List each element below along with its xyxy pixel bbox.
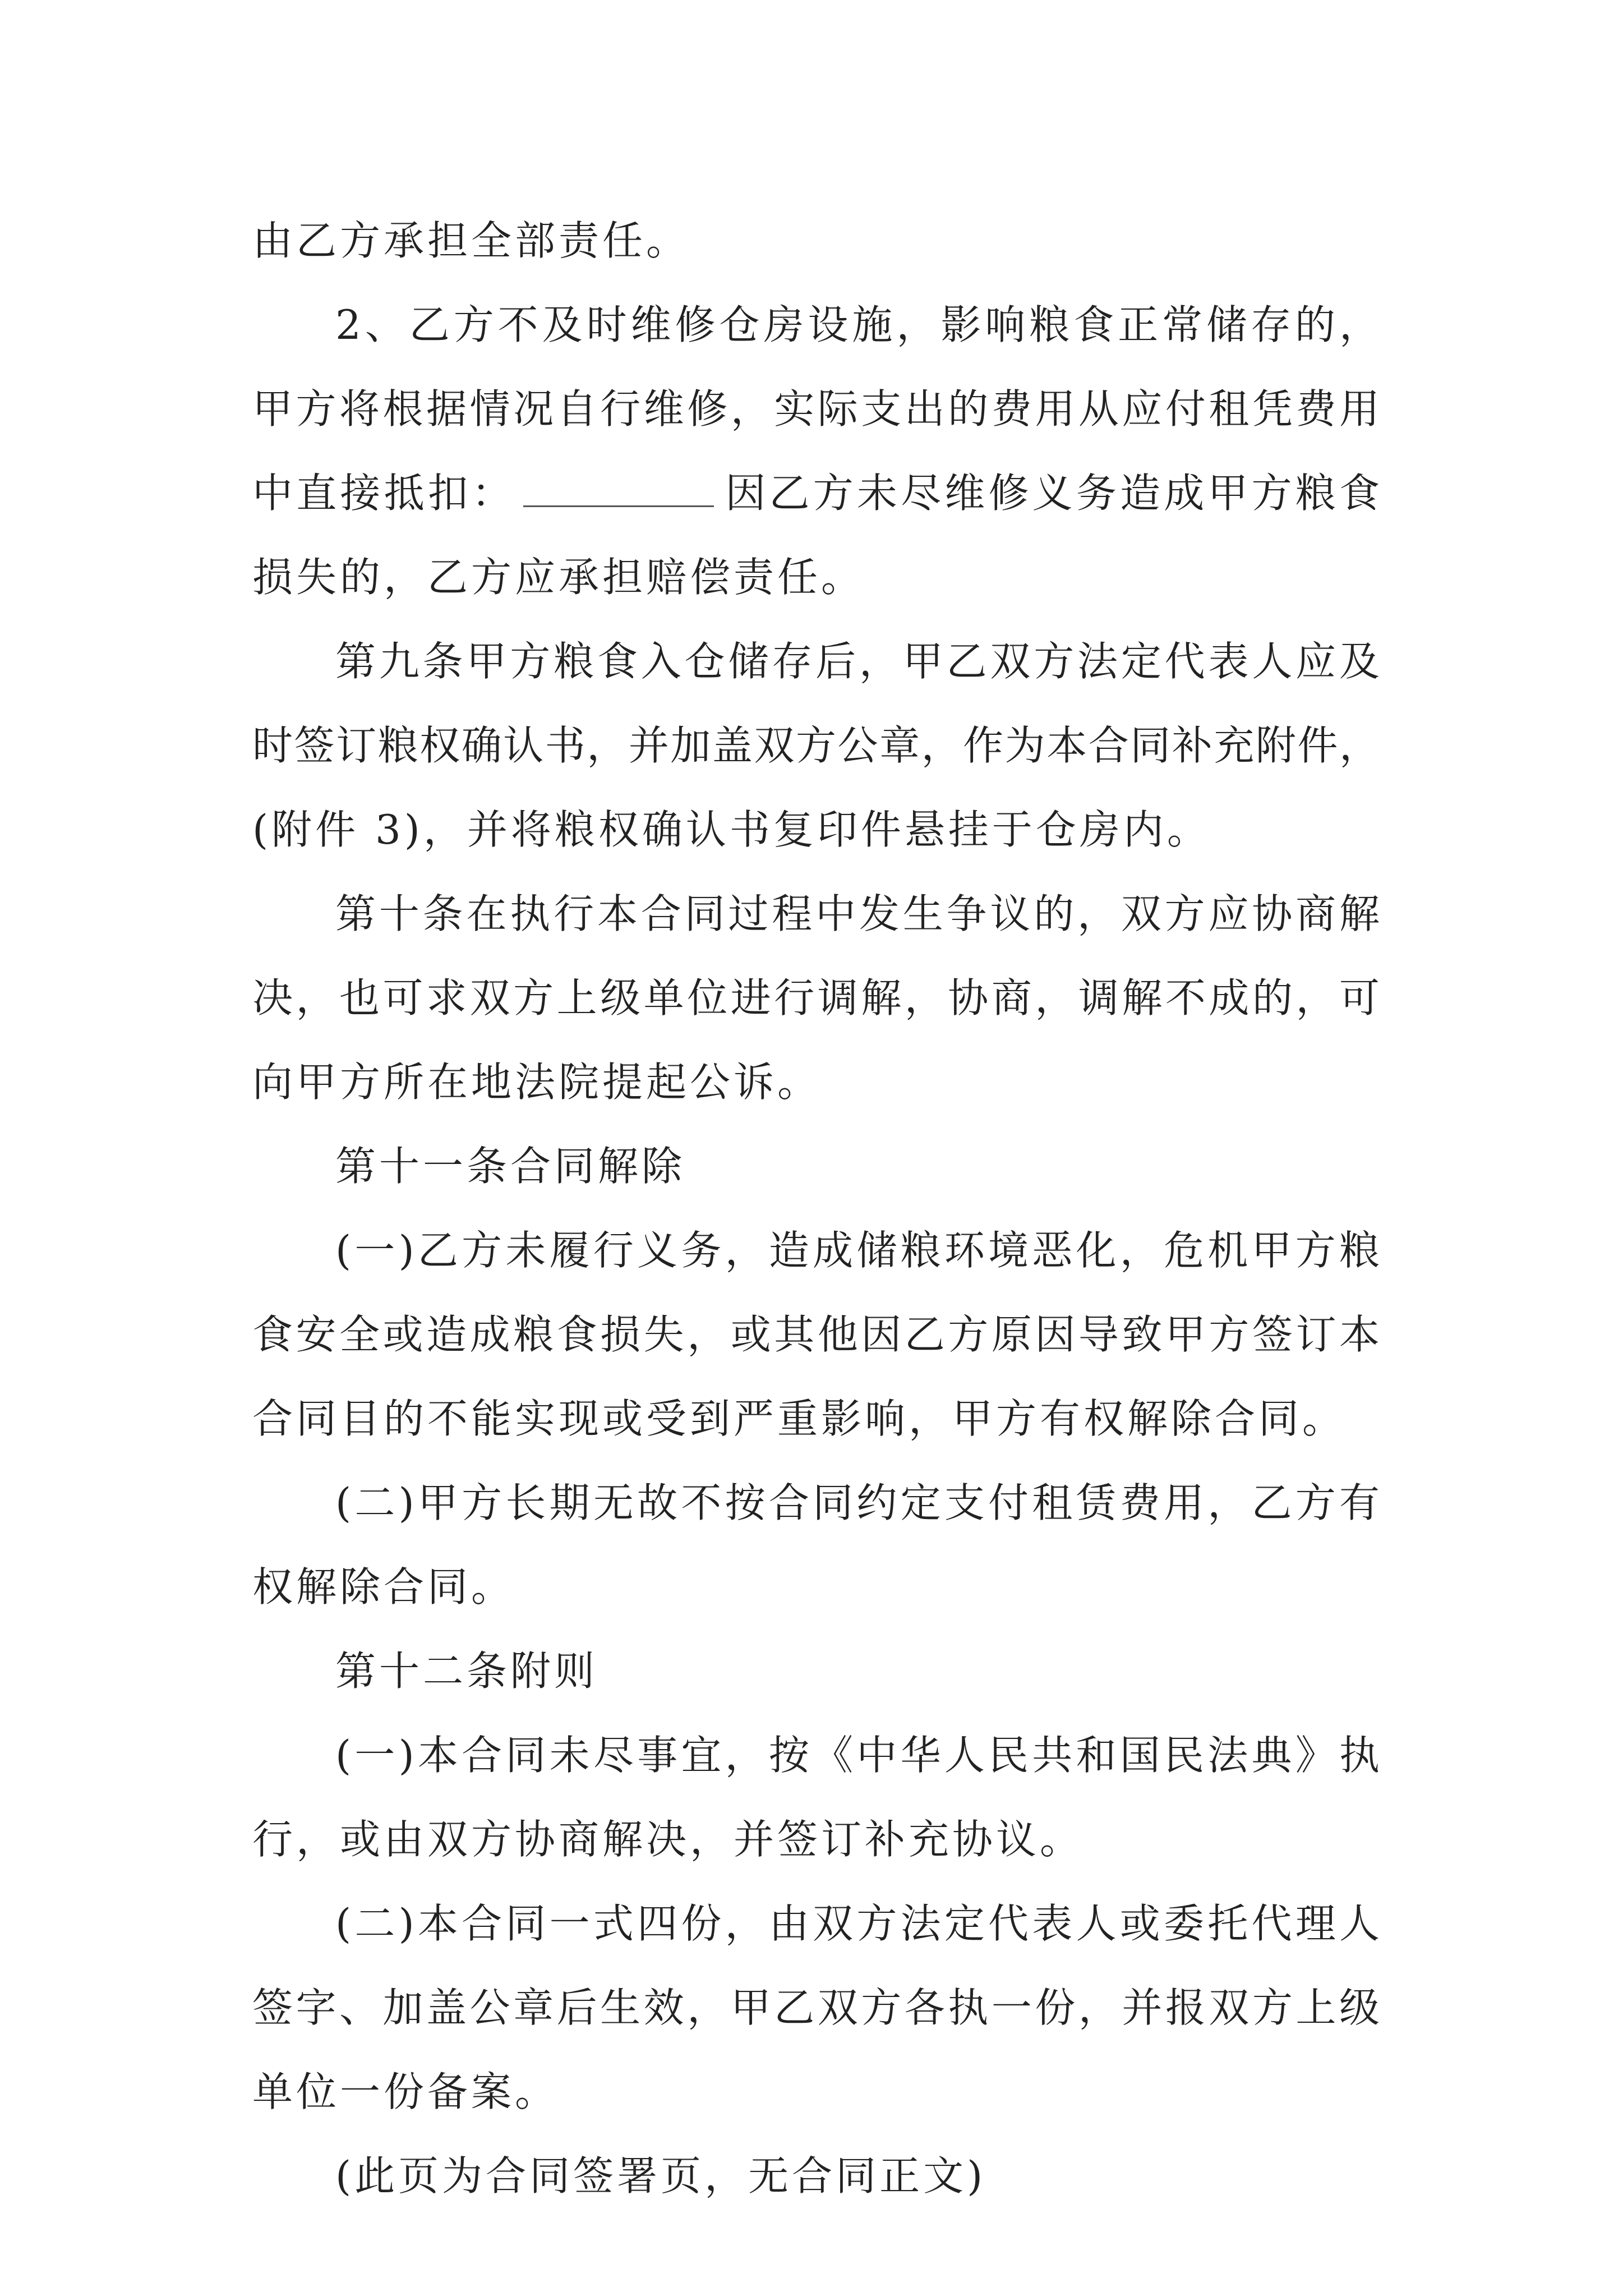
- paragraph-text: 中直接抵扣：: [252, 470, 516, 517]
- paragraph-line: (二)本合同一式四份，由双方法定代表人或委托代理人: [335, 1900, 1380, 1947]
- paragraph-line: 签字、加盖公章后生效，甲乙双方各执一份，并报双方上级: [252, 1984, 1380, 2031]
- paragraph-line: (一)乙方未履行义务，造成储粮环境恶化，危机甲方粮: [335, 1227, 1380, 1274]
- document-body: [252, 202, 1380, 2215]
- paragraph-line: 2、乙方不及时维修仓房设施，影响粮食正常储存的，: [335, 301, 1380, 348]
- paragraph-line: 食安全或造成粮食损失，或其他因乙方原因导致甲方签订本: [252, 1311, 1380, 1358]
- paragraph-line: (一)本合同未尽事宜，按《中华人民共和国民法典》执: [335, 1732, 1380, 1779]
- paragraph-line: 权解除合同。: [252, 1563, 515, 1611]
- paragraph-line: 第十条在执行本合同过程中发生争议的，双方应协商解: [335, 890, 1380, 937]
- section-heading: 第十二条附则: [335, 1648, 598, 1695]
- paragraph-line: 向甲方所在地法院提起公诉。: [252, 1059, 822, 1106]
- paragraph-line: (二)甲方长期无故不按合同约定支付租赁费用，乙方有: [335, 1479, 1380, 1526]
- paragraph-line: 行，或由双方协商解决，并签订补充协议。: [252, 1816, 1084, 1863]
- paragraph-text: 因乙方未尽维修义务造成甲方粮食: [722, 470, 1380, 517]
- paragraph-line: 时签订粮权确认书，并加盖双方公章，作为本合同补充附件，: [252, 722, 1380, 769]
- paragraph-line: 决，也可求双方上级单位进行调解，协商，调解不成的，可: [252, 974, 1380, 1022]
- signature-page-note: (此页为合同签署页，无合同正文): [335, 2152, 986, 2200]
- fill-in-blank: [523, 474, 714, 507]
- paragraph-line: 甲方将根据情况自行维修，实际支出的费用从应付租凭费用: [252, 385, 1380, 432]
- paragraph-line: 单位一份备案。: [252, 2068, 559, 2115]
- paragraph-line: 合同目的不能实现或受到严重影响，甲方有权解除合同。: [252, 1395, 1347, 1442]
- paragraph-line: 损失的，乙方应承担赔偿责任。: [252, 554, 865, 601]
- paragraph-line: 第九条甲方粮食入仓储存后，甲乙双方法定代表人应及: [335, 638, 1380, 685]
- paragraph-line: (附件 3)，并将粮权确认书复印件悬挂于仓房内。: [252, 806, 1211, 853]
- paragraph-line: 由乙方承担全部责任。: [252, 217, 690, 264]
- paragraph-line-with-blank: [252, 454, 1380, 532]
- section-heading: 第十一条合同解除: [335, 1143, 686, 1190]
